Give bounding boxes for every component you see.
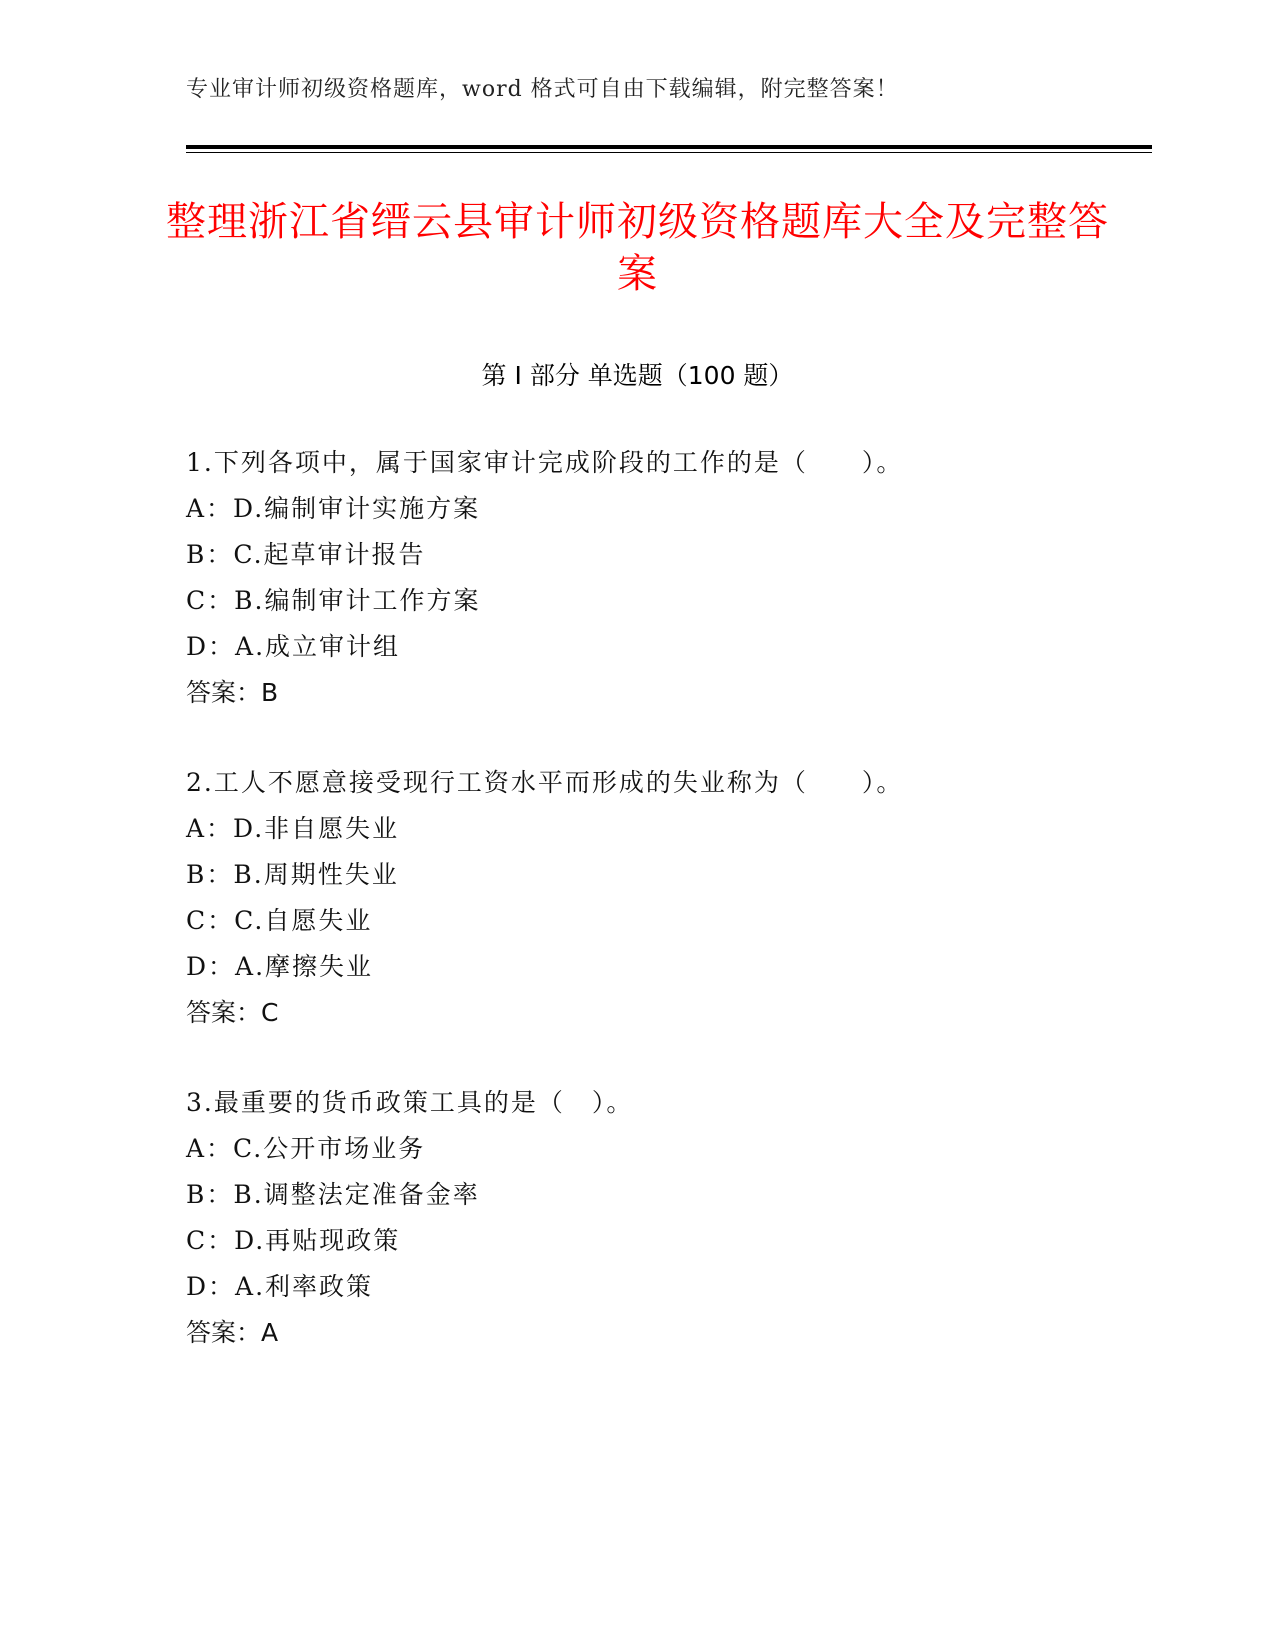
header-rule-thin [186,152,1152,153]
option-a: A：D.非自愿失业 [186,814,400,843]
question-stem: 1.下列各项中，属于国家审计完成阶段的工作的是（ ）。 [186,448,904,477]
section-heading: 第 I 部分 单选题（100 题） [481,361,794,390]
header-note: 专业审计师初级资格题库，word 格式可自由下载编辑，附完整答案！ [186,77,899,102]
question-2 [186,760,1146,1036]
answer-line: 答案：A [186,1318,279,1347]
question-list [186,440,1146,1400]
option-a: A：C.公开市场业务 [186,1134,426,1163]
option-b: B：C.起草审计报告 [186,540,426,569]
question-1 [186,440,1146,716]
answer-line: 答案：C [186,998,279,1027]
answer-line: 答案：B [186,678,279,707]
option-d: D：A.成立审计组 [186,632,401,661]
question-stem: 3.最重要的货币政策工具的是（ ）。 [186,1088,634,1117]
option-c: C：B.编制审计工作方案 [186,586,481,615]
question-3 [186,1080,1146,1356]
option-c: C：C.自愿失业 [186,906,373,935]
option-d: D：A.摩擦失业 [186,952,374,981]
option-c: C：D.再贴现政策 [186,1226,401,1255]
option-b: B：B.周期性失业 [186,860,399,889]
option-b: B：B.调整法定准备金率 [186,1180,480,1209]
option-a: A：D.编制审计实施方案 [186,494,481,523]
option-d: D：A.利率政策 [186,1272,374,1301]
document-title: 整理浙江省缙云县审计师初级资格题库大全及完整答案 [166,199,1109,297]
header-rule-thick [186,145,1152,149]
question-stem: 2.工人不愿意接受现行工资水平而形成的失业称为（ ）。 [186,768,904,797]
